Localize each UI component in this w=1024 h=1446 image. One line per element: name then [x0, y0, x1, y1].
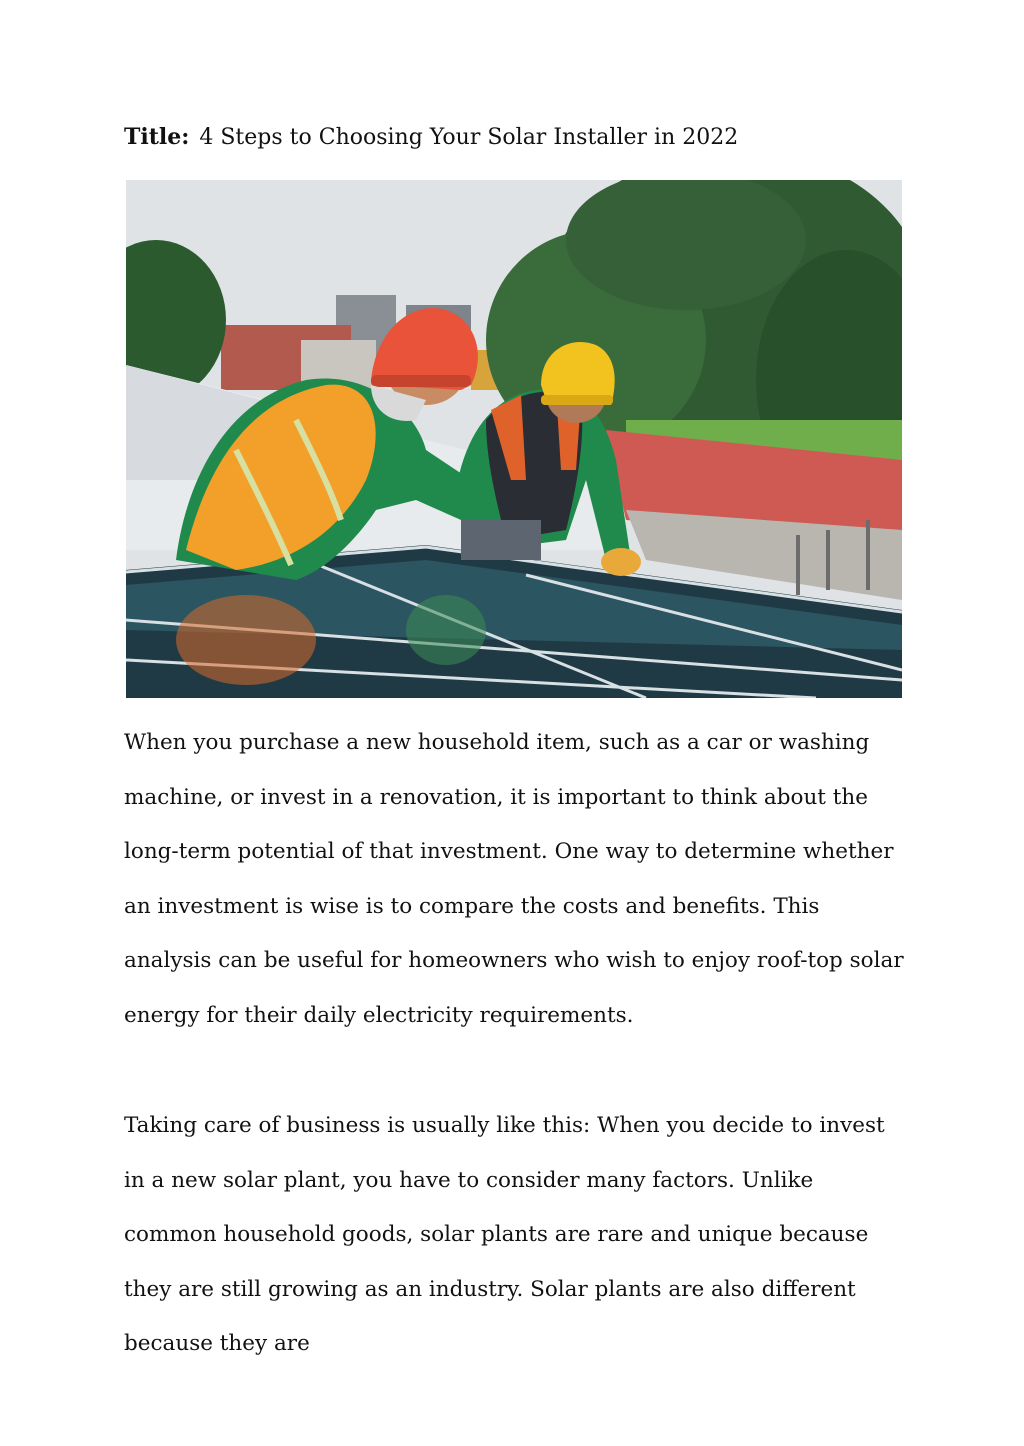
- solar-installers-photo-icon: [126, 180, 902, 698]
- document-title: [124, 120, 738, 155]
- title-text: 4 Steps to Choosing Your Solar Installer in 2022: [199, 125, 739, 150]
- title-label: Title:: [124, 124, 190, 150]
- paragraph-intro: When you purchase a new household item, such as a car or washing machine, or invest in a renovation, it is important to think about the long-term potential of that investment. One way to determine whether an investment is wise is to compare the costs and benefits. This analysis can be useful for homeowners who wish to enjoy roof-top solar energy for their daily electricity requirements.: [124, 730, 904, 1028]
- paragraph-business: Taking care of business is usually like this: When you decide to invest in a new solar plant, you have to consider many factors. Unlike common household goods, solar plants are rare and unique because they are still growing as an industry. Solar plants are also different because they are: [124, 1113, 885, 1357]
- hero-image: [126, 180, 902, 698]
